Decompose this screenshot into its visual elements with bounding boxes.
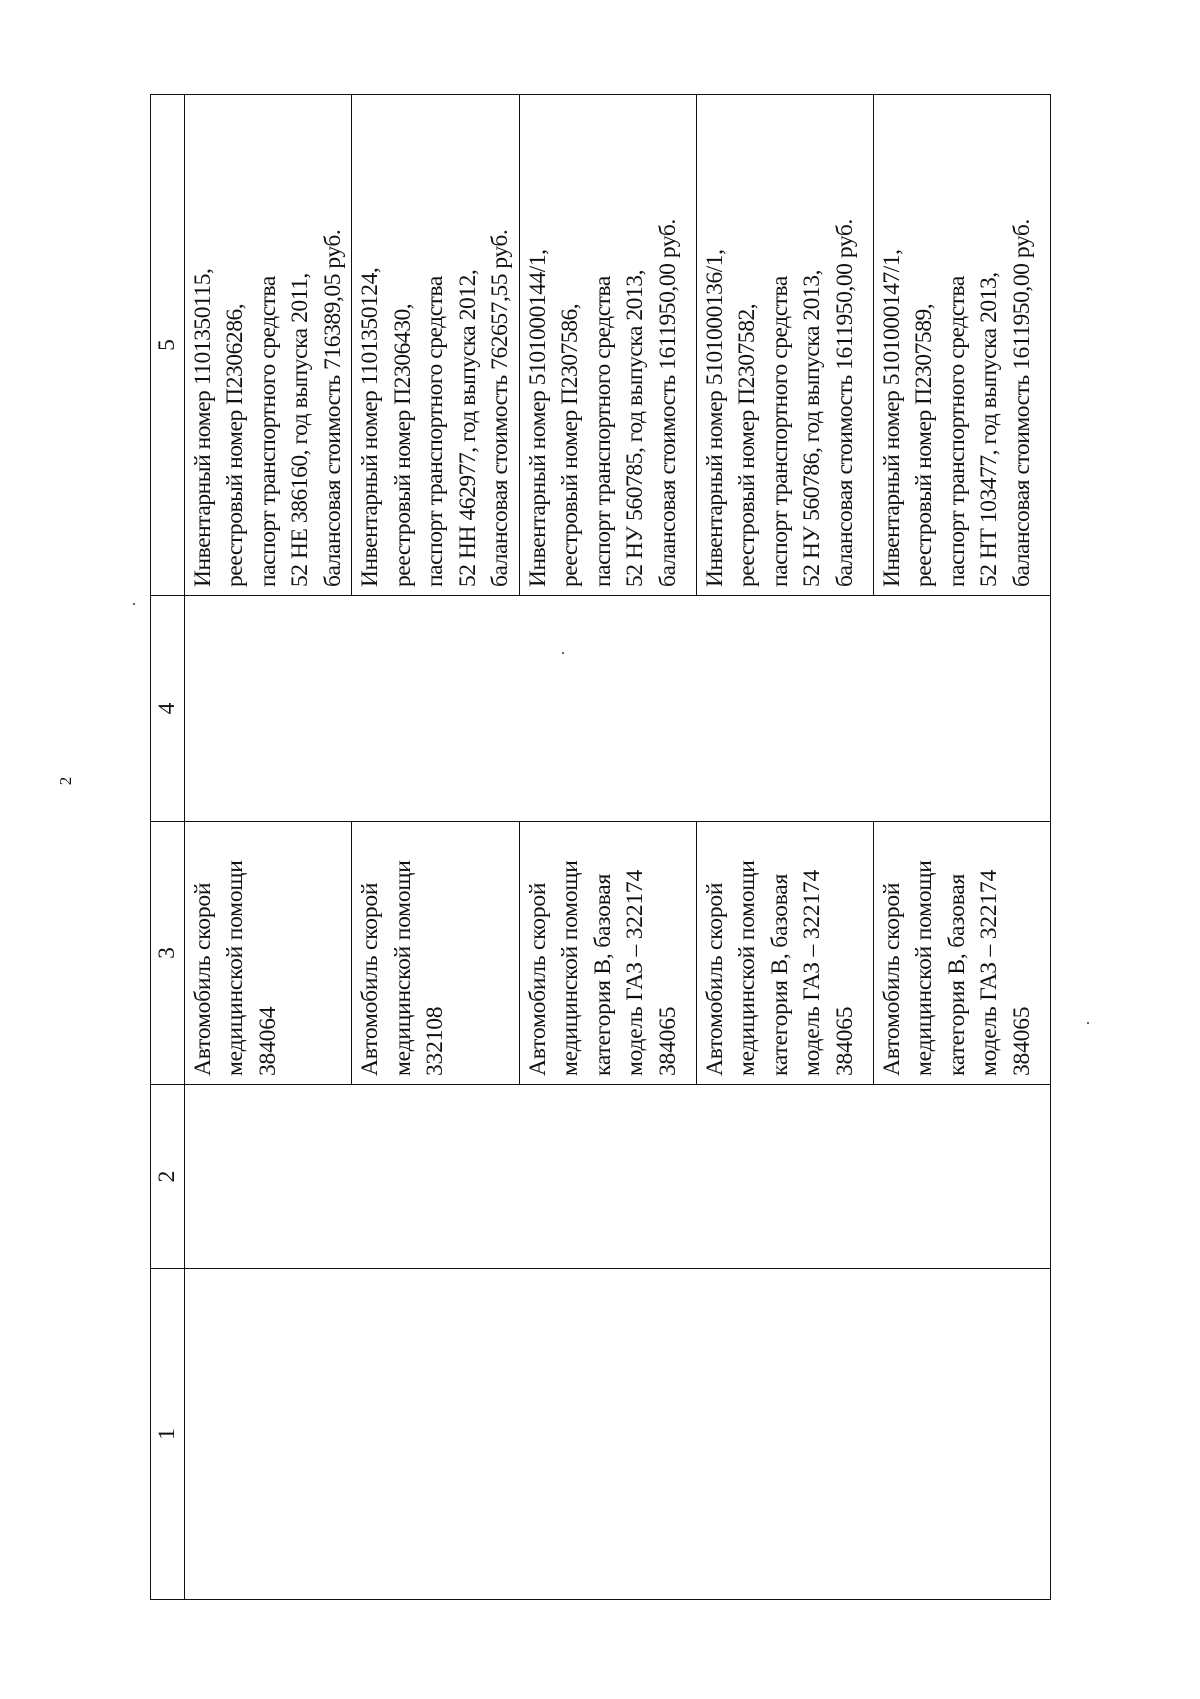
vehicle-name-line: медицинской помощи xyxy=(222,860,248,1076)
vehicle-name-cell xyxy=(696,822,873,1085)
vehicle-name-line: Автомобиль скорой xyxy=(357,882,383,1076)
vehicle-details-cell xyxy=(519,95,696,596)
vehicle-name-line: медицинской помощи xyxy=(389,860,416,1076)
details-line: реестровый номер П2307586, xyxy=(557,303,583,587)
header-col-1: 1 xyxy=(151,1269,185,1600)
vehicle-name-line: категория В, базовая xyxy=(589,873,616,1076)
vehicle-name-cell xyxy=(519,822,696,1085)
details-line: паспорт транспортного средства xyxy=(766,276,793,587)
details-line: Инвентарный номер 1101350115, xyxy=(189,268,216,587)
scan-speck xyxy=(1087,1022,1089,1024)
details-line: паспорт транспортного средства xyxy=(422,276,448,587)
merged-cell-col-4 xyxy=(184,596,1050,822)
details-line: 52 НТ 103477, год выпуска 2013, xyxy=(976,272,1002,587)
header-col-2: 2 xyxy=(151,1085,185,1269)
header-col-3: 3 xyxy=(151,822,185,1085)
vehicle-name-line: 384065 xyxy=(1008,1006,1035,1076)
details-line: паспорт транспортного средства xyxy=(943,276,970,587)
merged-cell-col-2 xyxy=(184,1085,1050,1269)
property-table xyxy=(150,94,1051,1600)
vehicle-name-line: модель ГАЗ – 322174 xyxy=(622,869,648,1076)
vehicle-name-line: модель ГАЗ – 322174 xyxy=(799,869,825,1076)
vehicle-name-cell xyxy=(184,822,352,1085)
vehicle-name-line: модель ГАЗ – 322174 xyxy=(976,869,1002,1076)
vehicle-name-line: медицинской помощи xyxy=(557,860,583,1076)
vehicle-name-line: 332108 xyxy=(422,1006,448,1076)
vehicle-name-line: категория В, базовая xyxy=(943,873,970,1076)
details-line: реестровый номер П2307589, xyxy=(911,303,937,587)
vehicle-name-line: 384065 xyxy=(831,1006,858,1076)
vehicle-name-line: категория В, базовая xyxy=(766,873,793,1076)
details-line: 52 НУ 560785, год выпуска 2013, xyxy=(622,269,648,587)
vehicle-name-line: Автомобиль скорой xyxy=(878,882,905,1076)
details-line: реестровый номер П2306430, xyxy=(389,303,416,587)
vehicle-details-cell xyxy=(184,95,352,596)
details-line: реестровый номер П2307582, xyxy=(734,303,760,587)
details-line: 52 НЕ 386160, год выпуска 2011, xyxy=(287,273,313,587)
details-line: паспорт транспортного средства xyxy=(254,276,281,587)
page-number: 2 xyxy=(56,776,75,786)
header-col-4: 4 xyxy=(151,596,185,822)
details-line: 52 НУ 560786, год выпуска 2013, xyxy=(799,269,825,587)
table-row xyxy=(184,95,352,1600)
details-line: балансовая стоимость 762657,55 руб. xyxy=(487,229,513,587)
vehicle-name-line: медицинской помощи xyxy=(734,860,760,1076)
details-line: балансовая стоимость 1611950,00 руб. xyxy=(1008,219,1035,587)
details-line: балансовая стоимость 1611950,00 руб. xyxy=(654,219,681,587)
header-col-5: 5 xyxy=(151,95,185,596)
vehicle-name-cell xyxy=(873,822,1050,1085)
vehicle-name-line: Автомобиль скорой xyxy=(524,882,551,1076)
details-line: реестровый номер П2306286, xyxy=(222,303,248,587)
vehicle-name-line: Автомобиль скорой xyxy=(189,882,216,1076)
scan-speck xyxy=(562,652,564,654)
vehicle-details-cell xyxy=(352,95,520,596)
vehicle-name-line: 384064 xyxy=(254,1006,281,1076)
vehicle-details-cell xyxy=(873,95,1050,596)
details-line: Инвентарный номер 5101000144/1, xyxy=(524,249,551,587)
details-line: паспорт транспортного средства xyxy=(589,276,616,587)
details-line: балансовая стоимость 716389,05 руб. xyxy=(319,229,346,587)
details-line: 52 НН 462977, год выпуска 2012, xyxy=(454,269,481,587)
scan-speck xyxy=(133,603,135,605)
rotated-table-container xyxy=(150,100,1064,1600)
details-line: Инвентарный номер 5101000136/1, xyxy=(701,249,728,587)
vehicle-name-cell xyxy=(352,822,520,1085)
vehicle-details-cell xyxy=(696,95,873,596)
details-line: Инвентарный номер 1101350124, xyxy=(357,267,383,587)
vehicle-name-line: медицинской помощи xyxy=(911,860,937,1076)
table-header-row xyxy=(151,95,185,1600)
details-line: Инвентарный номер 5101000147/1, xyxy=(878,249,905,587)
merged-cell-col-1 xyxy=(184,1269,1050,1600)
vehicle-name-line: Автомобиль скорой xyxy=(701,882,728,1076)
details-line: балансовая стоимость 1611950,00 руб. xyxy=(831,219,858,587)
vehicle-name-line: 384065 xyxy=(654,1006,681,1076)
